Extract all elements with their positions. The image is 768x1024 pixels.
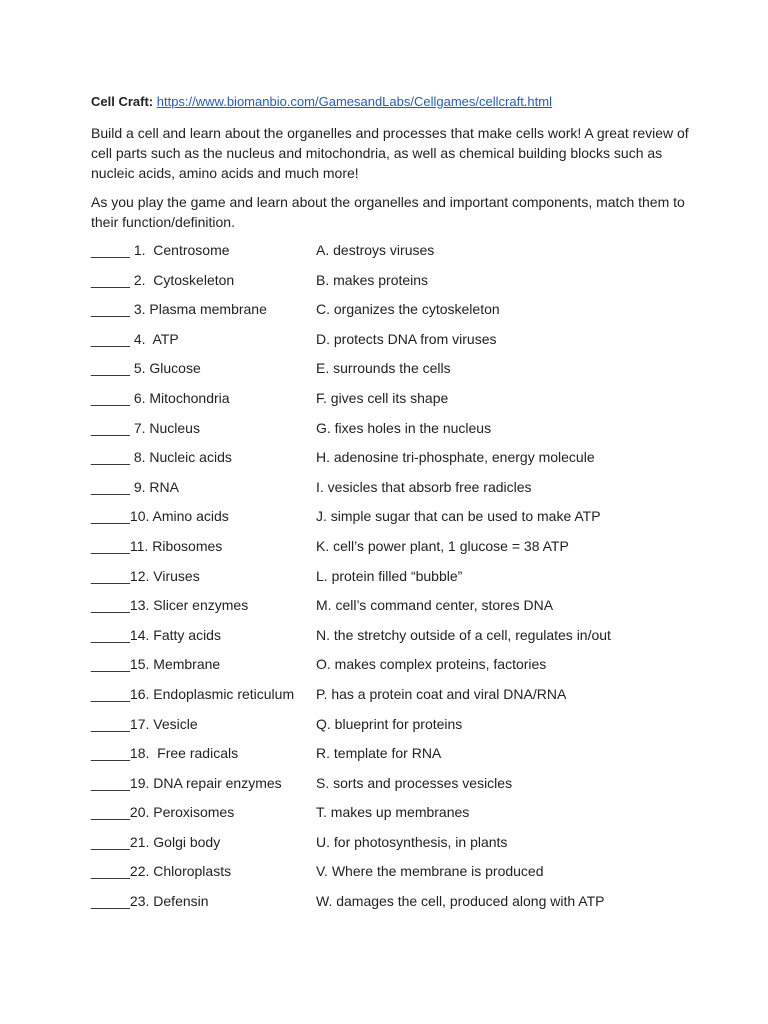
matching-row	[91, 270, 711, 300]
definition-item: F. gives cell its shape	[316, 389, 449, 406]
term-item: _____ 6. Mitochondria	[91, 389, 230, 406]
matching-row	[91, 536, 711, 566]
term-item: _____ 4. ATP	[91, 330, 179, 347]
definition-item: U. for photosynthesis, in plants	[316, 833, 508, 850]
game-link[interactable]: https://www.biomanbio.com/GamesandLabs/Cellgames/cellcraft.html	[156, 94, 552, 109]
worksheet-title	[91, 94, 552, 110]
definition-item: L. protein filled “bubble”	[316, 567, 463, 584]
term-item: _____ 1. Centrosome	[91, 242, 230, 258]
term-item: _____16. Endoplasmic reticulum	[91, 685, 295, 702]
definition-item: T. makes up membranes	[316, 804, 470, 821]
title-label: Cell Craft:	[91, 94, 154, 109]
definition-item: N. the stretchy outside of a cell, regulates in/out	[316, 626, 611, 643]
matching-row	[91, 358, 711, 388]
matching-row	[91, 743, 711, 773]
definition-item: G. fixes holes in the nucleus	[316, 419, 492, 436]
matching-row	[91, 388, 711, 418]
definition-item: P. has a protein coat and viral DNA/RNA	[316, 685, 567, 702]
definition-item: D. protects DNA from viruses	[316, 330, 497, 347]
matching-row	[91, 299, 711, 329]
definition-item: S. sorts and processes vesicles	[316, 774, 513, 791]
matching-row	[91, 891, 711, 921]
term-item: _____13. Slicer enzymes	[91, 597, 249, 614]
term-item: _____ 7. Nucleus	[91, 419, 200, 436]
definition-item: A. destroys viruses	[316, 242, 435, 258]
term-item: _____17. Vesicle	[91, 715, 198, 732]
definition-item: W. damages the cell, produced along with ATP	[316, 893, 605, 910]
definition-item: B. makes proteins	[316, 271, 429, 288]
matching-row	[91, 861, 711, 891]
matching-row	[91, 506, 711, 536]
matching-row	[91, 654, 711, 684]
matching-row	[91, 477, 711, 507]
matching-row	[91, 625, 711, 655]
term-item: _____ 9. RNA	[91, 478, 179, 495]
term-item: _____12. Viruses	[91, 567, 200, 584]
definition-item: V. Where the membrane is produced	[316, 863, 544, 880]
definition-item: R. template for RNA	[316, 745, 442, 762]
matching-row	[91, 595, 711, 625]
definition-item: Q. blueprint for proteins	[316, 715, 463, 732]
matching-row	[91, 832, 711, 862]
matching-row	[91, 329, 711, 359]
definition-item: E. surrounds the cells	[316, 360, 451, 377]
matching-row	[91, 447, 711, 477]
term-item: _____11. Ribosomes	[91, 537, 223, 554]
term-item: _____18. Free radicals	[91, 745, 239, 762]
term-item: _____20. Peroxisomes	[91, 804, 235, 821]
term-item: _____22. Chloroplasts	[91, 863, 232, 880]
definition-item: K. cell’s power plant, 1 glucose = 38 ATP	[316, 537, 569, 554]
intro-paragraph: Build a cell and learn about the organelles and processes that make cells work! A great review of cell parts such as the nucleus and mitochondria, as well as chemical building blocks such as nucleic acids, amino acids and much more!	[91, 125, 689, 181]
matching-row	[91, 802, 711, 832]
term-item: _____ 2. Cytoskeleton	[91, 271, 235, 288]
term-item: _____14. Fatty acids	[91, 626, 221, 643]
term-item: _____ 3. Plasma membrane	[91, 301, 267, 318]
term-item: _____ 8. Nucleic acids	[91, 449, 232, 466]
matching-row	[91, 418, 711, 448]
term-item: _____15. Membrane	[91, 656, 221, 673]
definition-item: H. adenosine tri-phosphate, energy molecule	[316, 449, 595, 466]
term-item: _____10. Amino acids	[91, 508, 229, 525]
matching-row	[91, 566, 711, 596]
definition-item: J. simple sugar that can be used to make ATP	[316, 508, 601, 525]
matching-list	[91, 240, 711, 921]
definition-item: O. makes complex proteins, factories	[316, 656, 547, 673]
definition-item: I. vesicles that absorb free radicles	[316, 478, 532, 495]
term-item: _____19. DNA repair enzymes	[91, 774, 282, 791]
matching-row	[91, 684, 711, 714]
term-item: _____ 5. Glucose	[91, 360, 201, 377]
matching-row	[91, 714, 711, 744]
term-item: _____23. Defensin	[91, 893, 209, 910]
definition-item: C. organizes the cytoskeleton	[316, 301, 500, 318]
definition-item: M. cell’s command center, stores DNA	[316, 597, 554, 614]
instructions-paragraph: As you play the game and learn about the organelles and important components, match them to their function/definition.	[91, 194, 685, 230]
term-item: _____21. Golgi body	[91, 833, 221, 850]
matching-row	[91, 773, 711, 803]
matching-row	[91, 240, 711, 270]
